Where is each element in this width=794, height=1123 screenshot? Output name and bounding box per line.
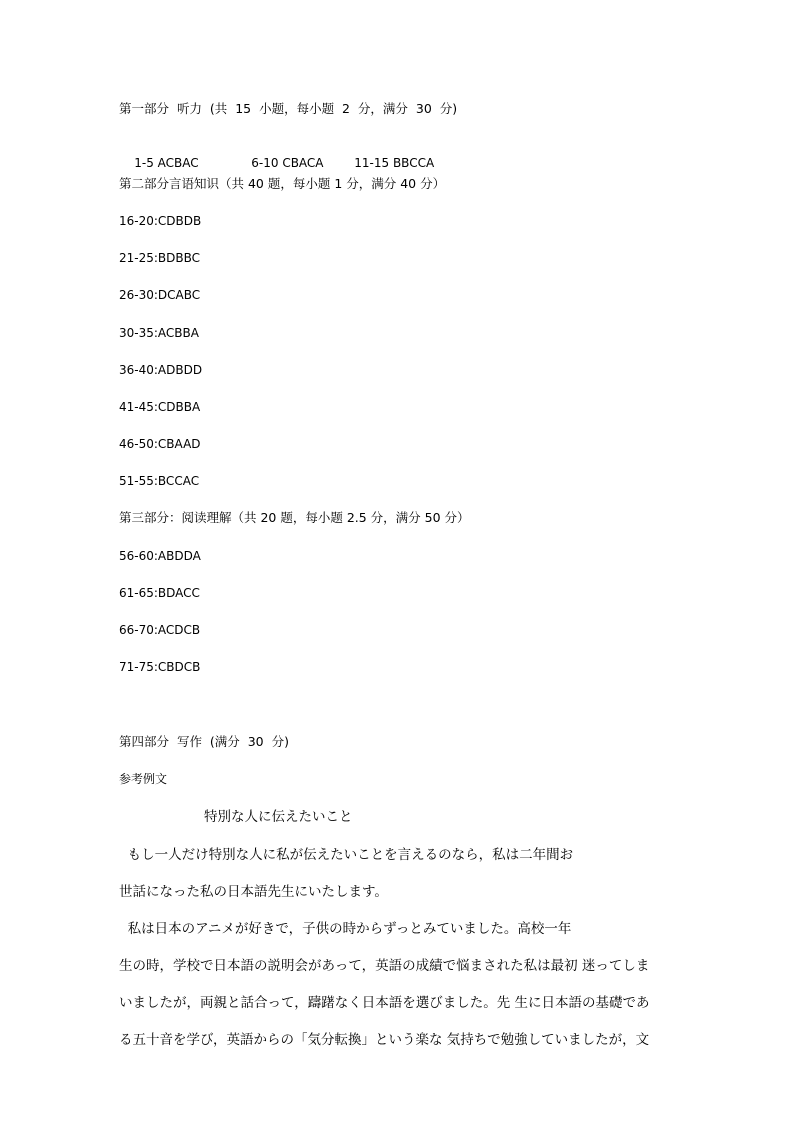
answer-group-30-35: 30-35:ACBBA <box>119 326 199 340</box>
section4-heading: 第四部分 写作 (满分 30 分) <box>119 734 289 749</box>
answer-group-61-65: 61-65:BDACC <box>119 586 200 600</box>
answer-group-46-50: 46-50:CBAAD <box>119 437 201 451</box>
answer-group-16-20: 16-20:CDBDB <box>119 214 202 228</box>
answer-group-21-25: 21-25:BDBBC <box>119 251 201 265</box>
answer-group-1-5: 1-5 ACBAC <box>134 156 199 170</box>
answer-group-56-60: 56-60:ABDDA <box>119 549 201 563</box>
essay-line-4: 生の時，学校で日本語の説明会があって，英語の成績で悩まされた私は最初 迷ってしま <box>119 958 650 974</box>
essay-line-3: 私は日本のアニメが好きで，子供の時からずっとみていました。高校一年 <box>119 921 572 937</box>
essay-line-1: もし一人だけ特別な人に私が伝えたいことを言えるのなら，私は二年間お <box>119 847 574 863</box>
section2-heading: 第二部分言语知识（共 40 题，每小题 1 分，满分 40 分） <box>119 176 446 191</box>
answer-group-11-15: 11-15 BBCCA <box>354 156 435 170</box>
essay-line-5: いましたが，両親と話合って，躊躇なく日本語を選びました。先 生に日本語の基礎であ <box>119 995 650 1011</box>
answer-group-51-55: 51-55:BCCAC <box>119 474 200 488</box>
section3-heading: 第三部分：阅读理解（共 20 题，每小题 2.5 分，满分 50 分） <box>119 510 470 525</box>
answer-group-66-70: 66-70:ACDCB <box>119 623 201 637</box>
answer-group-26-30: 26-30:DCABC <box>119 288 201 302</box>
answer-group-71-75: 71-75:CBDCB <box>119 660 201 674</box>
answer-group-41-45: 41-45:CDBBA <box>119 400 201 414</box>
section1-heading: 第一部分 听力 (共 15 小题，每小题 2 分，满分 30 分) <box>119 101 458 116</box>
answer-group-6-10: 6-10 CBACA <box>251 156 324 170</box>
sample-essay-label: 参考例文 <box>119 772 168 786</box>
essay-title: 特別な人に伝えたいこと <box>204 809 353 825</box>
essay-line-6: る五十音を学び，英語からの「気分転換」という楽な 気持ちで勉強していましたが，文 <box>119 1032 650 1048</box>
essay-line-2: 世話になった私の日本語先生にいたします。 <box>119 884 388 900</box>
answer-group-36-40: 36-40:ADBDD <box>119 363 203 377</box>
